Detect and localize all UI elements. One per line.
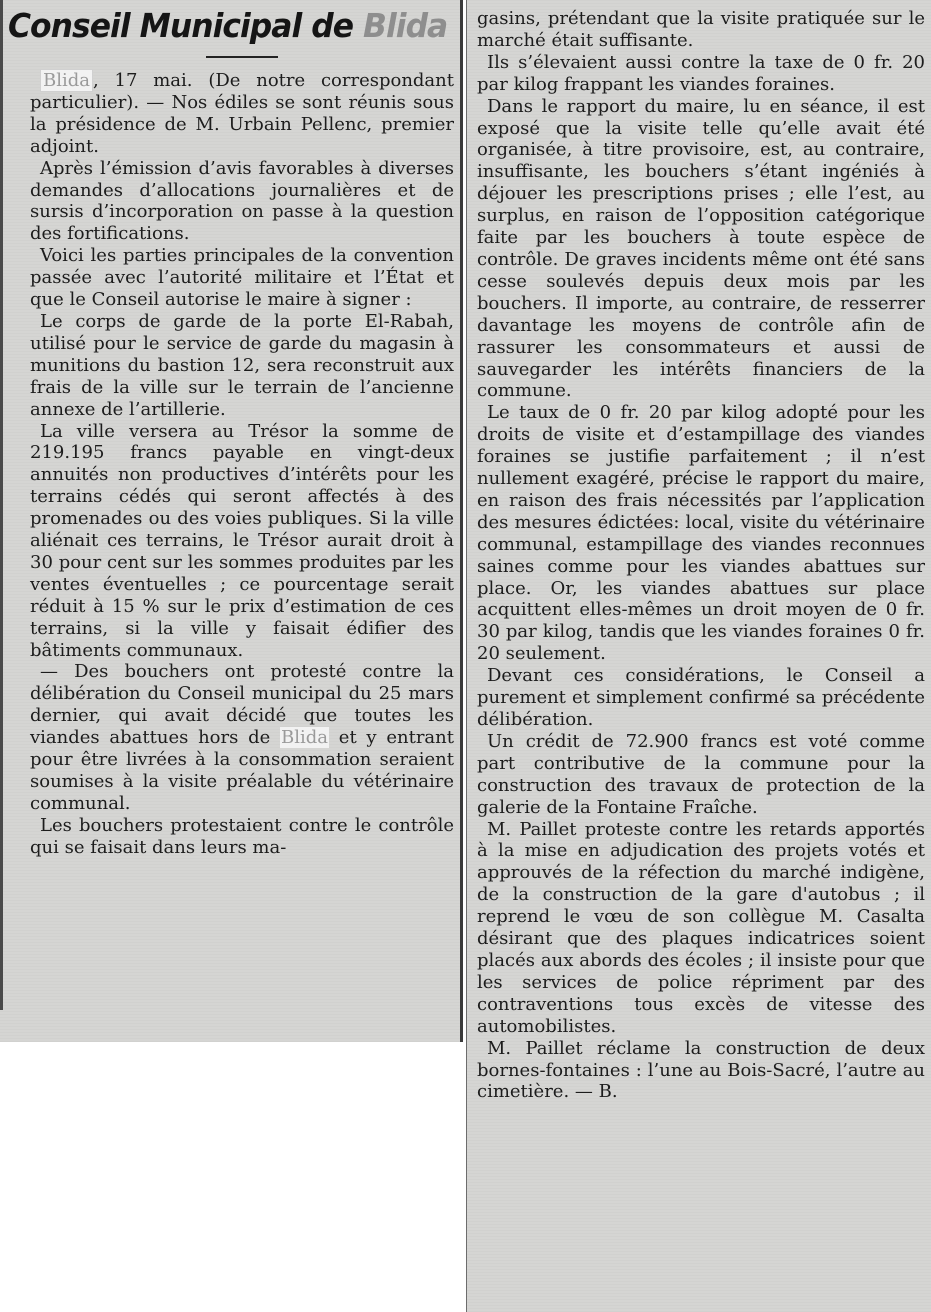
paragraph-bouchers — [30, 661, 454, 814]
article-headline — [8, 6, 448, 46]
paragraph-allocations: Après l’émission d’avis favorables à diverses demandes d’allocations journalières et de sursis d’incorporation on passe à la question des fortifications. — [30, 157, 454, 245]
bouchers-place: Blida — [281, 727, 329, 749]
left-edge-rule — [0, 0, 3, 1010]
paragraph-considerations: Devant ces considérations, le Conseil a purement et simplement confirmé sa précédente délibération. — [477, 665, 925, 730]
paragraph-rapport-maire: Dans le rapport du maire, lu en séance, il est exposé que la visite telle qu’elle avait été organisée, à titre provisoire, est, au contraire, insuffisante, les bouchers s’étant ingéniés à déjouer les prescriptions prises ; elle l’est, au surplus, en raison de l’opposition catégorique faite par les bouchers à toute espèce de contrôle. De graves incidents même ont été sans cesse soulevés depuis deux mois par les bouchers. Il importe, au contraire, de resserrer davantage les moyens de contrôle afin de rassurer les consommateurs et aussi de sauvegarder les intérêts financiers de la commune. — [477, 95, 925, 402]
bouchers-text-before: — Des bouchers ont protesté contre la délibération du Conseil municipal du 25 mars dernier, qui avait décidé que toutes les viandes abattues hors de — [30, 661, 454, 749]
paragraph-tresor: La ville versera au Trésor la somme de 219.195 francs payable en vingt-deux annuités non productives d’intérêts pour les terrains cédés qui seront affectés à des promenades ou des voies publiques. Si la ville aliénait ces terrains, le Trésor aurait droit à 30 pour cent sur les sommes produites par les ventes éventuelles ; ce pourcentage serait réduit à 15 % sur le prix d’estimation de ces terrains, si la ville y faisait édifier des bâtiments communaux. — [30, 420, 454, 661]
paragraph-paillet-proteste: M. Paillet proteste contre les retards apportés à la mise en adjudication des projets votés et approuvés de la réfection du marché indigène, de la construction de la gare d'autobus ; il reprend le vœu de son collègue M. Casalta désirant que des plaques indicatrices soient placés aux abords des écoles ; il insiste pour que les services de police répriment par des contraventions tous excès de vitesse des automobilistes. — [477, 818, 925, 1037]
left-column — [0, 0, 460, 1042]
paragraph-credit: Un crédit de 72.900 francs est voté comme part contributive de la commune pour la construction des travaux de protection de la galerie de la Fontaine Fraîche. — [477, 730, 925, 818]
paragraph-magasins: gasins, prétendant que la visite pratiquée sur le marché était suffisante. — [477, 8, 925, 51]
paragraph-corps-de-garde: Le corps de garde de la porte El-Rabah, utilisé pour le service de garde du magasin à munitions du bastion 12, sera reconstruit aux frais de la ville sur le terrain de l’ancienne annexe de l’artillerie. — [30, 310, 454, 420]
headline-rule — [206, 56, 278, 58]
dateline-place: Blida — [40, 69, 93, 92]
dateline-text: , 17 mai. (De notre correspondant particulier). — Nos édiles se sont réunis sous la présidence de M. Urbain Pellenc, premier adjoint. — [30, 70, 454, 157]
column-rule — [460, 0, 463, 1042]
bouchers-text-after: et y entrant pour être livrées à la consommation seraient soumises à la visite préalable du vétérinaire communal. — [30, 727, 454, 814]
paragraph-dateline — [30, 70, 454, 158]
right-column — [466, 0, 931, 1312]
paragraph-taxe: Ils s’élevaient aussi contre la taxe de 0 fr. 20 par kilog frappant les viandes foraines. — [477, 51, 925, 95]
paragraph-controle: Les bouchers protestaient contre le contrôle qui se faisait dans leurs ma- — [30, 814, 454, 858]
paragraph-paillet-reclame: M. Paillet réclame la construction de deux bornes-fontaines : l’une au Bois-Sacré, l’autre au cimetière. — B. — [477, 1037, 925, 1103]
paragraph-taux: Le taux de 0 fr. 20 par kilog adopté pour les droits de visite et d’estampillage des viandes foraines se justifie parfaitement ; il n’est nullement exagéré, précise le rapport du maire, en raison des frais nécessités par l’application des mesures édictées: local, visite du vétérinaire communal, estampillage des viandes reconnues saines comme pour les viandes abattues sur place. Or, les viandes abattues sur place acquittent elles-mêmes un droit moyen de 0 fr. 30 par kilog, tandis que les viandes foraines 0 fr. 20 seulement. — [477, 402, 925, 665]
headline-place: Blida — [363, 6, 448, 45]
headline-text: Conseil Municipal de — [8, 6, 364, 45]
paragraph-convention: Voici les parties principales de la convention passée avec l’autorité militaire et l’État et que le Conseil autorise le maire à signer : — [30, 245, 454, 311]
